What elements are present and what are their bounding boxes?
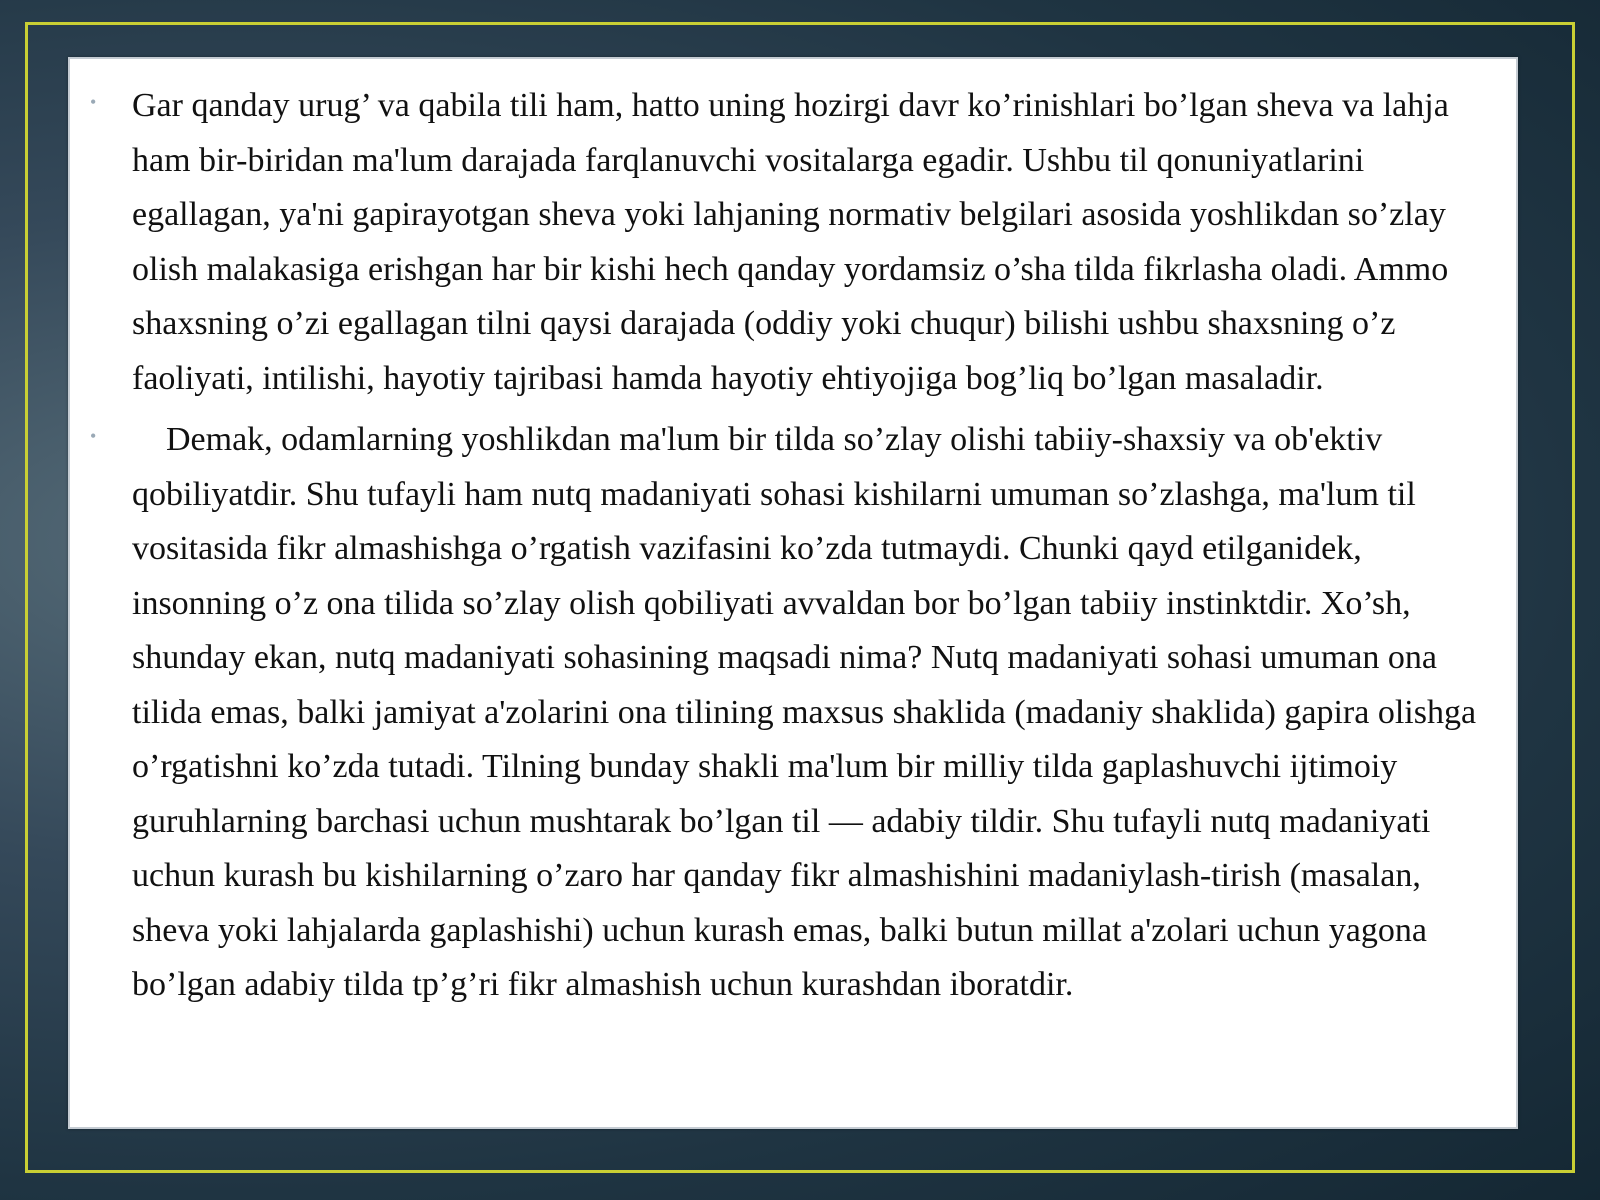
bullet-dot-icon: • [90, 92, 97, 112]
paragraph-text: Demak, odamlarning yoshlikdan ma'lum bir tilda so’zlay olishi tabiiy-shaxsiy va ob'ektiv qobiliyatdir. Shu tufayli ham nutq madaniyati sohasi kishilarni umuman so’zlashga, ma'lum til vositasida fikr almashishga o’rgatish vazifasini ko’zda tutmaydi. Chunki qayd etilganidek, insonning o’z ona tilida so’zlay olish qobiliyati avvaldan bor bo’lgan tabiiy instinktdir. Xo’sh, shunday ekan, nutq madaniyati sohasining maqsadi nima? Nutq madaniyati sohasi umuman ona tilida emas, balki jamiyat a'zolarini ona tilining maxsus shaklida (madaniy shaklida) gapira olishga o’rgatishni ko’zda tutadi. Tilning bunday shakli ma'lum bir milliy tilda gaplashuvchi ijtimoiy guruhlarning barchasi uchun mushtarak bo’lgan til — adabiy tildir. Shu tufayli nutq madaniyati uchun kurash bu kishilarning o’zaro har qanday fikr almashishini madaniylash-tirish (masalan, sheva yoki lahjalarda gaplashishi) uchun kurash emas, balki butun millat a'zolari uchun yagona bo’lgan adabiy tilda tp’g’ri fikr almashish uchun kurashdan iboratdir. [132, 421, 1485, 1003]
slide-text-body [90, 79, 1500, 1020]
slide-content-panel [68, 57, 1518, 1129]
bullet-dot-icon: • [90, 426, 97, 446]
bullet-paragraph-2 [90, 413, 1500, 1013]
paragraph-text: Gar qanday urug’ va qabila tili ham, hatto uning hozirgi davr ko’rinishlari bo’lgan sheva va lahja ham bir-biridan ma'lum darajada farqlanuvchi vositalarga egadir. Ushbu til qonuniyatlarini egallagan, ya'ni gapirayotgan sheva yoki lahjaning normativ belgilari asosida yoshlikdan so’zlay olish malakasiga erishgan har bir kishi hech qanday yordamsiz o’sha tilda fikrlasha oladi. Ammo shaxsning o’zi egallagan tilni qaysi darajada (oddiy yoki chuqur) bilishi ushbu shaxsning o’z faoliyati, intilishi, hayotiy tajribasi hamda hayotiy ehtiyojiga bog’liq bo’lgan masaladir. [132, 87, 1449, 397]
bullet-paragraph-1 [90, 79, 1500, 406]
